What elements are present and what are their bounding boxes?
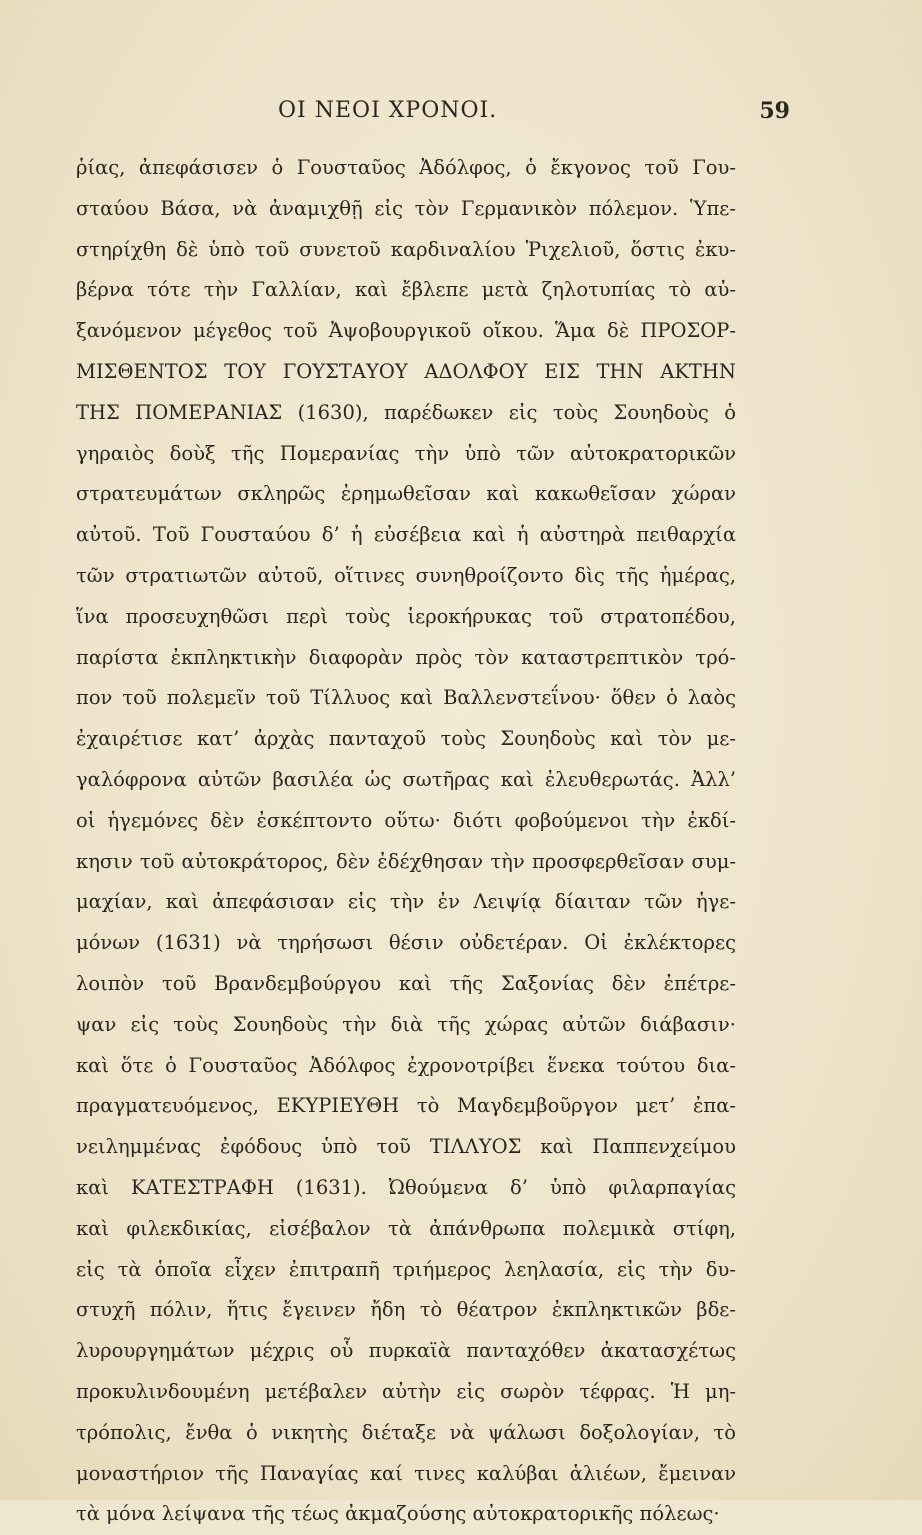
text-line: προκυλινδουμένη μετέβαλεν αὐτὴν εἰς σωρὸν τέφρας. Ἡ μη- — [76, 1379, 736, 1403]
text-line: ἵνα προσευχηθῶσι περὶ τοὺς ἱεροκήρυκας τοῦ στρατοπέδου, — [76, 604, 736, 628]
text-line: βέρνα τότε τὴν Γαλλίαν, καὶ ἔβλεπε μετὰ ζηλοτυπίας τὸ αὐ- — [76, 278, 736, 302]
text-line: μόνων (1631) νὰ τηρήσωσι θέσιν οὐδετέραν. Οἱ ἐκλέκτορες — [76, 931, 736, 955]
page-number: 59 — [759, 98, 790, 124]
text-line: ΜΙΣΘΕΝΤΟΣ ΤΟΥ ΓΟΥΣΤΑΥΟΥ ΑΔΟΛΦΟΥ ΕΙΣ ΤΗΝ ΑΚΤΗΝ — [76, 359, 736, 383]
text-line: γηραιὸς δοὺξ τῆς Πομερανίας τὴν ὑπὸ τῶν αὐτοκρατορικῶν — [76, 441, 736, 465]
text-line: λυρουργημάτων μέχρις οὗ πυρκαϊὰ πανταχόθεν ἀκατασχέτως — [76, 1339, 736, 1363]
text-line: παρίστα ἐκπληκτικὴν διαφορὰν πρὸς τὸν καταστρεπτικὸν τρό- — [76, 645, 736, 669]
body-text — [76, 148, 736, 1535]
text-line: καὶ ὅτε ὁ Γουσταῦος Ἀδόλφος ἐχρονοτρίβει ἕνεκα τούτου δια- — [76, 1053, 736, 1077]
text-line: τῶν στρατιωτῶν αὐτοῦ, οἵτινες συνηθροίζοντο δὶς τῆς ἡμέρας, — [76, 563, 736, 587]
text-line: αὐτοῦ. Τοῦ Γουσταύου δ’ ἡ εὐσέβεια καὶ ἡ αὐστηρὰ πειθαρχία — [76, 523, 736, 547]
text-line: πον τοῦ πολεμεῖν τοῦ Τίλλυος καὶ Βαλλενστεΐνου· ὅθεν ὁ λαὸς — [76, 686, 736, 710]
text-line: μοναστήριον τῆς Παναγίας καί τινες καλύβαι ἁλιέων, ἔμειναν — [76, 1461, 736, 1485]
text-line: τρόπολις, ἔνθα ὁ νικητὴς διέταξε νὰ ψάλωσι δοξολογίαν, τὸ — [76, 1420, 736, 1444]
text-line: στυχῆ πόλιν, ἥτις ἔγεινεν ἤδη τὸ θέατρον ἐκπληκτικῶν βδε- — [76, 1298, 736, 1322]
text-line: στηρίχθη δὲ ὑπὸ τοῦ συνετοῦ καρδιναλίου Ῥιχελιοῦ, ὅστις ἐκυ- — [76, 237, 736, 261]
page-header — [80, 98, 790, 138]
text-line: ψαν εἰς τοὺς Σουηδοὺς τὴν διὰ τῆς χώρας αὐτῶν διάβασιν· — [76, 1012, 736, 1036]
running-title: ΟΙ ΝΕΟΙ ΧΡΟΝΟΙ. — [278, 98, 498, 123]
text-line: καὶ ΚΑΤΕΣΤΡΑΦΗ (1631). Ὠθούμενα δ’ ὑπὸ φιλαρπαγίας — [76, 1175, 736, 1199]
text-line: στρατευμάτων σκληρῶς ἐρημωθεῖσαν καὶ κακωθεῖσαν χώραν — [76, 482, 736, 506]
text-line: ῥίας, ἀπεφάσισεν ὁ Γουσταῦος Ἀδόλφος, ὁ ἔκγονος τοῦ Γου- — [76, 156, 736, 179]
text-line: εἰς τὰ ὁποῖα εἶχεν ἐπιτραπῆ τριήμερος λεηλασία, εἰς τὴν δυ- — [76, 1257, 736, 1281]
text-line: καὶ φιλεκδικίας, εἰσέβαλον τὰ ἀπάνθρωπα πολεμικὰ στίφη, — [76, 1216, 736, 1240]
text-line: μαχίαν, καὶ ἀπεφάσισαν εἰς τὴν ἐν Λειψίᾳ δίαιταν τῶν ἡγε- — [76, 890, 736, 914]
text-line: νειλημμένας ἐφόδους ὑπὸ τοῦ ΤΙΛΛΥΟΣ καὶ Παππενχείμου — [76, 1135, 736, 1159]
text-line: τὰ μόνα λείψανα τῆς τέως ἀκμαζούσης αὐτοκρατορικῆς πόλεως· — [76, 1502, 720, 1526]
text-line: οἱ ἡγεμόνες δὲν ἐσκέπτοντο οὕτω· διότι φοβούμενοι τὴν ἐκδί- — [76, 808, 736, 832]
text-line: ΤΗΣ ΠΟΜΕΡΑΝΙΑΣ (1630), παρέδωκεν εἰς τοὺς Σουηδοὺς ὁ — [76, 400, 736, 424]
text-line: ξανόμενον μέγεθος τοῦ Ἀψοβουργικοῦ οἴκου. Ἅμα δὲ ΠΡΟΣΟΡ- — [76, 319, 736, 343]
text-line: πραγματευόμενος, ΕΚΥΡΙΕΥΘΗ τὸ Μαγδεμβοῦργον μετ’ ἐπα- — [76, 1094, 736, 1118]
text-line: λοιπὸν τοῦ Βρανδεμβούργου καὶ τῆς Σαξονίας δὲν ἐπέτρε- — [76, 971, 736, 995]
text-line: γαλόφρονα αὐτῶν βασιλέα ὡς σωτῆρας καὶ ἐλευθερωτάς. Ἀλλ’ — [76, 767, 736, 791]
text-line: κησιν τοῦ αὐτοκράτορος, δὲν ἐδέχθησαν τὴν προσφερθεῖσαν συμ- — [76, 849, 736, 873]
text-line: ἐχαιρέτισε κατ’ ἀρχὰς πανταχοῦ τοὺς Σουηδοὺς καὶ τὸν με- — [76, 727, 736, 751]
text-line: σταύου Βάσα, νὰ ἀναμιχθῇ εἰς τὸν Γερμανικὸν πόλεμον. Ὑπε- — [76, 196, 736, 220]
